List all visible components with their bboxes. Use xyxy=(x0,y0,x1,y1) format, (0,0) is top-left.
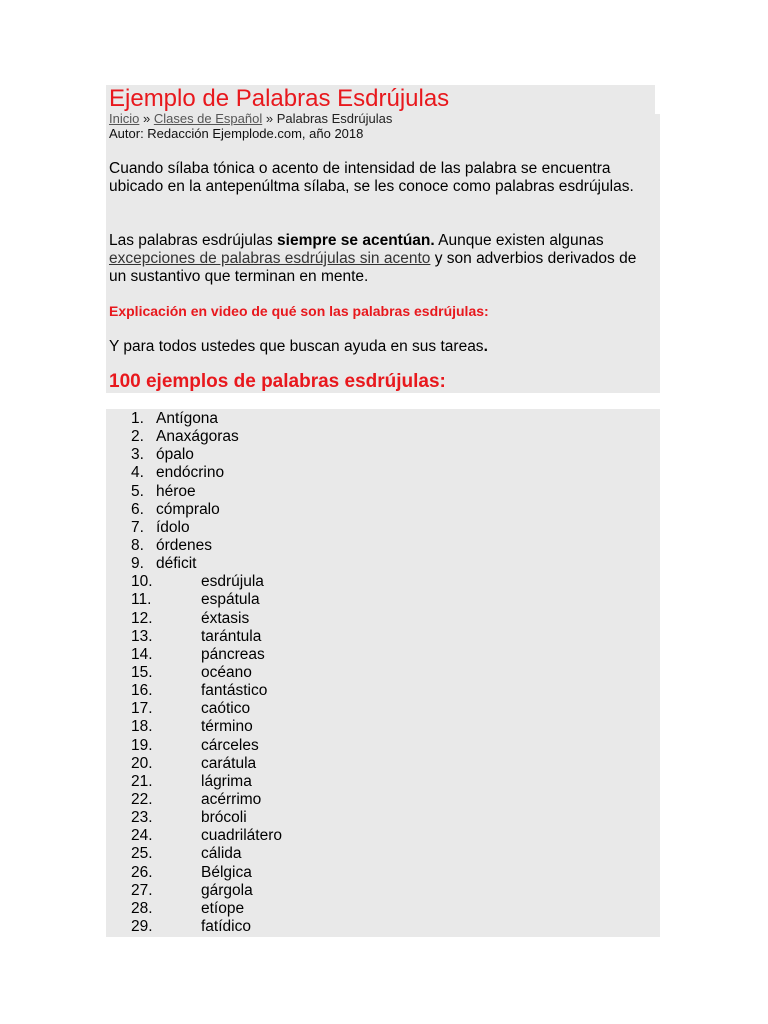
list-item-word: déficit xyxy=(156,555,197,573)
list-item-word: cálida xyxy=(201,845,242,863)
list-item-number: 18. xyxy=(131,718,153,736)
paragraph-text: Aunque existen algunas xyxy=(434,232,604,249)
list-item-word: espátula xyxy=(201,591,260,609)
paragraph-text: y son adverbios derivados de un sustantivo que terminan en mente. xyxy=(109,250,637,285)
list-item-number: 9. xyxy=(131,555,144,573)
list-item-number: 15. xyxy=(131,663,153,681)
list-item-word: fatídico xyxy=(201,917,251,935)
list-item-word: acérrimo xyxy=(201,790,262,808)
accent-rule-paragraph xyxy=(109,232,657,286)
list-item-word: término xyxy=(201,718,253,736)
list-item-word: páncreas xyxy=(201,645,265,663)
list-item-number: 22. xyxy=(131,790,153,808)
list-item-word: lágrima xyxy=(201,772,252,790)
list-item-number: 16. xyxy=(131,682,153,700)
list-item-number: 23. xyxy=(131,809,153,827)
list-item-number: 14. xyxy=(131,645,153,663)
list-item-word: brócoli xyxy=(201,809,247,827)
page-title: Ejemplo de Palabras Esdrújulas xyxy=(109,85,450,112)
breadcrumb xyxy=(109,111,392,127)
list-item-number: 4. xyxy=(131,464,144,482)
paragraph-text: Y para todos ustedes que buscan ayuda en sus tareas xyxy=(109,338,484,355)
list-item-word: órdenes xyxy=(156,536,213,554)
list-item-word: endócrino xyxy=(156,464,225,482)
list-item-word: esdrújula xyxy=(201,573,264,591)
breadcrumb-home-link[interactable]: Inicio xyxy=(109,111,140,126)
list-item-number: 5. xyxy=(131,482,144,500)
list-item-number: 21. xyxy=(131,772,153,790)
list-item-number: 24. xyxy=(131,827,153,845)
list-item-word: éxtasis xyxy=(201,609,250,627)
list-item-number: 28. xyxy=(131,899,153,917)
list-item-word: gárgola xyxy=(201,881,253,899)
list-item-number: 25. xyxy=(131,845,153,863)
breadcrumb-current: Palabras Esdrújulas xyxy=(276,111,393,126)
list-item-word: fantástico xyxy=(201,682,268,700)
list-item-word: Bélgica xyxy=(201,863,252,881)
examples-heading: 100 ejemplos de palabras esdrújulas: xyxy=(109,371,446,392)
author-line: Autor: Redacción Ejemplode.com, año 2018 xyxy=(109,126,364,141)
video-explanation-label: Explicación en video de qué son las palabras esdrújulas: xyxy=(109,303,489,319)
list-item-number: 1. xyxy=(131,410,144,427)
emphasis-text: siempre se acentúan. xyxy=(277,232,435,249)
list-item-number: 12. xyxy=(131,609,153,627)
list-item-word: etíope xyxy=(201,899,245,917)
list-item-word: caótico xyxy=(201,700,251,718)
list-item-number: 17. xyxy=(131,700,153,718)
list-item-number: 2. xyxy=(131,428,144,446)
homework-paragraph xyxy=(109,338,657,356)
breadcrumb-separator: » xyxy=(139,111,154,126)
list-item-word: ópalo xyxy=(156,446,194,464)
list-item-word: cárceles xyxy=(201,736,259,754)
list-item-word: carátula xyxy=(201,754,257,772)
list-item-number: 29. xyxy=(131,917,153,935)
paragraph-text: Las palabras esdrújulas xyxy=(109,232,278,249)
list-item-number: 8. xyxy=(131,536,144,554)
list-item-number: 6. xyxy=(131,500,144,518)
list-item-word: Anaxágoras xyxy=(156,428,239,446)
list-item-number: 26. xyxy=(131,863,153,881)
list-item-word: ídolo xyxy=(156,518,190,536)
exceptions-link[interactable]: excepciones de palabras esdrújulas sin acento xyxy=(109,250,431,267)
list-item-word: Antígona xyxy=(156,410,219,427)
list-item-word: cómpralo xyxy=(156,500,220,518)
list-item-number: 3. xyxy=(131,446,144,464)
list-item-word: océano xyxy=(201,663,252,681)
intro-paragraph: Cuando sílaba tónica o acento de intensidad de las palabra se encuentra ubicado en la antepenúltma sílaba, se les conoce como palabras esdrújulas. xyxy=(109,160,634,195)
breadcrumb-section-link[interactable]: Clases de Español xyxy=(153,111,263,126)
list-item-number: 11. xyxy=(131,591,152,609)
breadcrumb-separator: » xyxy=(262,111,277,126)
list-item-number: 13. xyxy=(131,627,153,645)
list-item-word: tarántula xyxy=(201,627,262,645)
list-item-number: 20. xyxy=(131,754,153,772)
list-item-number: 7. xyxy=(131,518,144,536)
list-item-number: 19. xyxy=(131,736,153,754)
list-item-number: 10. xyxy=(131,573,153,591)
paragraph-period: . xyxy=(483,338,488,355)
list-item-word: héroe xyxy=(156,482,196,500)
list-item-number: 27. xyxy=(131,881,153,899)
list-item-word: cuadrilátero xyxy=(201,827,282,845)
